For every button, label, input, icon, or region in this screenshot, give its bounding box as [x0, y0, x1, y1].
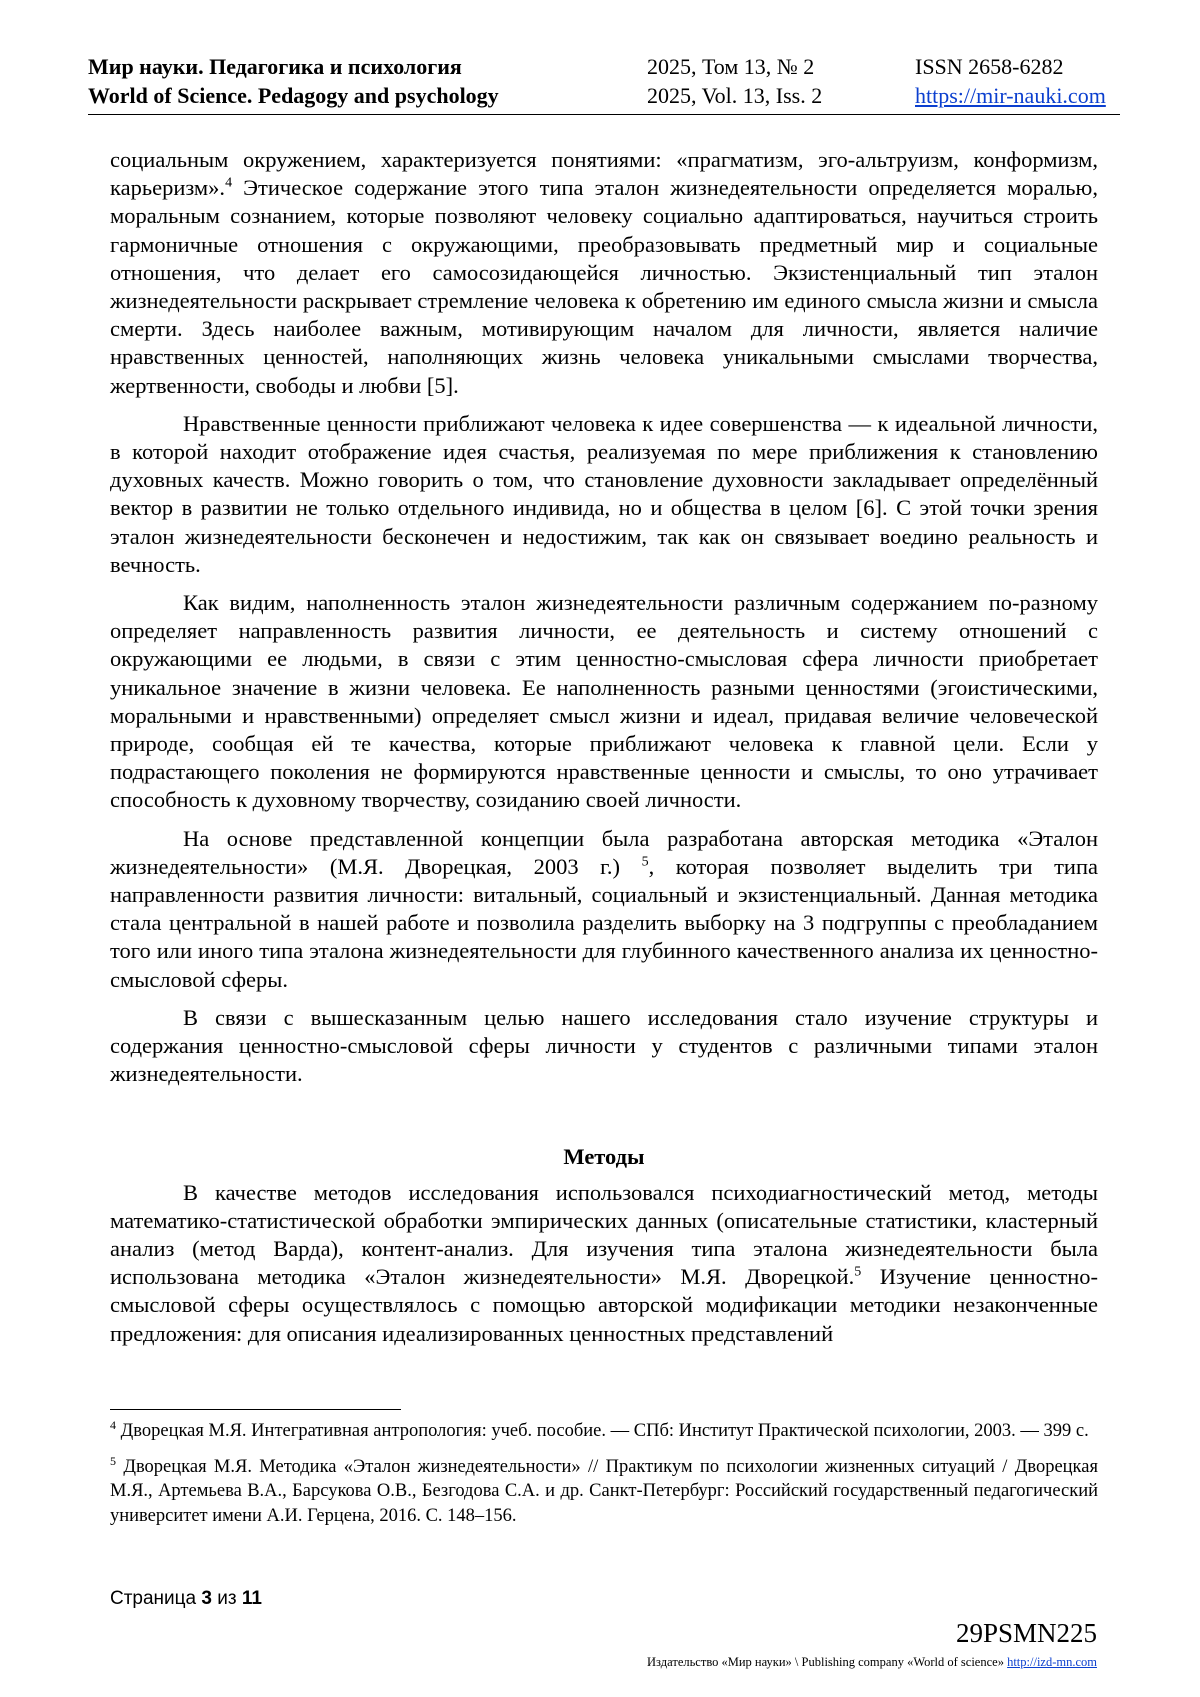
section-heading-methods: Методы	[563, 1143, 645, 1169]
publisher-line: Издательство «Мир науки» \ Publishing company «World of science» http://izd-mn.com	[647, 1655, 1097, 1669]
footnote-ref-5[interactable]: 5	[641, 854, 649, 870]
paragraph-5: В связи с вышесказанным целью нашего исследования стало изучение структуры и содержания ценностно-смысловой сферы личности у студентов с различными типами эталон жизнедеятельности.	[110, 1004, 1098, 1087]
journal-header	[88, 52, 1120, 115]
paragraph-1: социальным окружением, характеризуется понятиями: «прагматизм, эго-альтруизм, конформизм, карьеризм».$^4$ Этическое содержание этого типа эталон жизнедеятельности определяется моралью, моральным сознанием, которые позволяют человеку социально адаптироваться, научиться строить гармоничные отношения с окружающими, преобразовывать предметный мир и социальные отношения, что делает его самосозидающейся личностью. Экзистенциальный тип эталон жизнедеятельности раскрывает стремление человека к обретению им единого смысла жизни и смысла смерти. Здесь наиболее важным, мотивирующим началом для личности, является наличие нравственных ценностей, наполняющих жизнь человека уникальными смыслами творчества, жертвенности, свободы и любви [5].	[110, 147, 1098, 398]
paragraph-2: Нравственные ценности приближают человека к идее совершенства — к идеальной личности, в которой находит отображение идея счастья, реализуемая по мере приближения к становлению духовных качеств. Можно говорить о том, что становление духовности закладывает определённый вектор в развитии не только отдельного индивида, но и общества в целом [6]. С этой точки зрения эталон жизнедеятельности бесконечен и недостижим, так как он связывает воедино реальность и вечность.	[110, 410, 1098, 577]
paragraph-6: В качестве методов исследования использовался психодиагностический метод, методы математико-статистической обработки эмпирических данных (описательные статистики, кластерный анализ (метод Варда), контент-анализ. Для изучения типа эталона жизнедеятельности была использована методика «Эталон жизнедеятельности» М.Я. Дворецкой.$^5$ Изучение ценностно-смысловой сферы осуществлялось с помощью авторской модификации методики незаконченные предложения: для описания идеализированных ценностных представлений	[110, 1179, 1099, 1346]
issue-en: 2025, Vol. 13, Iss. 2	[647, 83, 823, 108]
journal-title-en: World of Science. Pedagogy and psychology	[88, 83, 499, 108]
footnote-separator	[110, 1409, 401, 1410]
article-body	[110, 146, 1098, 1348]
footnote-ref-4[interactable]: 4	[225, 175, 233, 191]
journal-title-ru: Мир науки. Педагогика и психология	[88, 54, 462, 79]
paragraph-4: На основе представленной концепции была разработана авторская методика «Эталон жизнедеятельности» (М.Я. Дворецкая, 2003 г.) $^5$, которая позволяет выделить три типа направленности развития личности: витальный, социальный и экзистенциальный. Данная методика стала центральной в нашей работе и позволила разделить выборку на 3 подгруппы с преобладанием того или иного типа эталона жизнедеятельности для глубинного качественного анализа их ценностно-смысловой сферы.	[110, 825, 1098, 992]
footnotes	[110, 1419, 1098, 1528]
journal-title	[88, 52, 499, 110]
footnote-4: $^4$ Дворецкая М.Я. Интегративная антропология: учеб. пособие. — СПб: Институт Практической психологии, 2003. — 399 с.	[110, 1417, 1089, 1441]
article-code: 29PSMN225	[955, 1618, 1097, 1648]
page-number: Страница 3 из 11	[110, 1588, 262, 1609]
issn-block	[915, 52, 1106, 110]
paragraph-3: Как видим, наполненность эталон жизнедеятельности различным содержанием по-разному определяет направленность развития личности, ее деятельность и систему отношений с окружающими ее людьми, в связи с этим ценностно-смысловая сфера личности приобретает уникальное значение в жизни человека. Ее наполненность разными ценностями (эгоистическими, моральными и нравственными) определяет смысл жизни и идеал, придавая величие человеческой природе, сообщая ей те качества, которые приближают человека к главной цели. Если у подрастающего поколения не формируются нравственные ценности и смыслы, то оно утрачивает способность к духовному творчеству, созиданию своей личности.	[110, 590, 1098, 813]
issue-ru: 2025, Том 13, № 2	[647, 54, 815, 79]
journal-url-link[interactable]: https://mir-nauki.com	[915, 83, 1106, 108]
issue-info	[647, 52, 822, 110]
publisher-url-link[interactable]: http://izd-mn.com	[1007, 1655, 1097, 1669]
footnote-5: $^5$ Дворецкая М.Я. Методика «Эталон жизнедеятельности» // Практикум по психологии жизненных ситуаций / Дворецкая М.Я., Артемьева В.А., Барсукова О.В., Безгодова С.А. и др. Санкт-Петербург: Российский государственный педагогический университет имени А.И. Герцена, 2016. С. 148–156.	[110, 1453, 1098, 1526]
footnote-ref-5b[interactable]: 5	[854, 1264, 862, 1280]
issn: ISSN 2658-6282	[915, 54, 1064, 79]
